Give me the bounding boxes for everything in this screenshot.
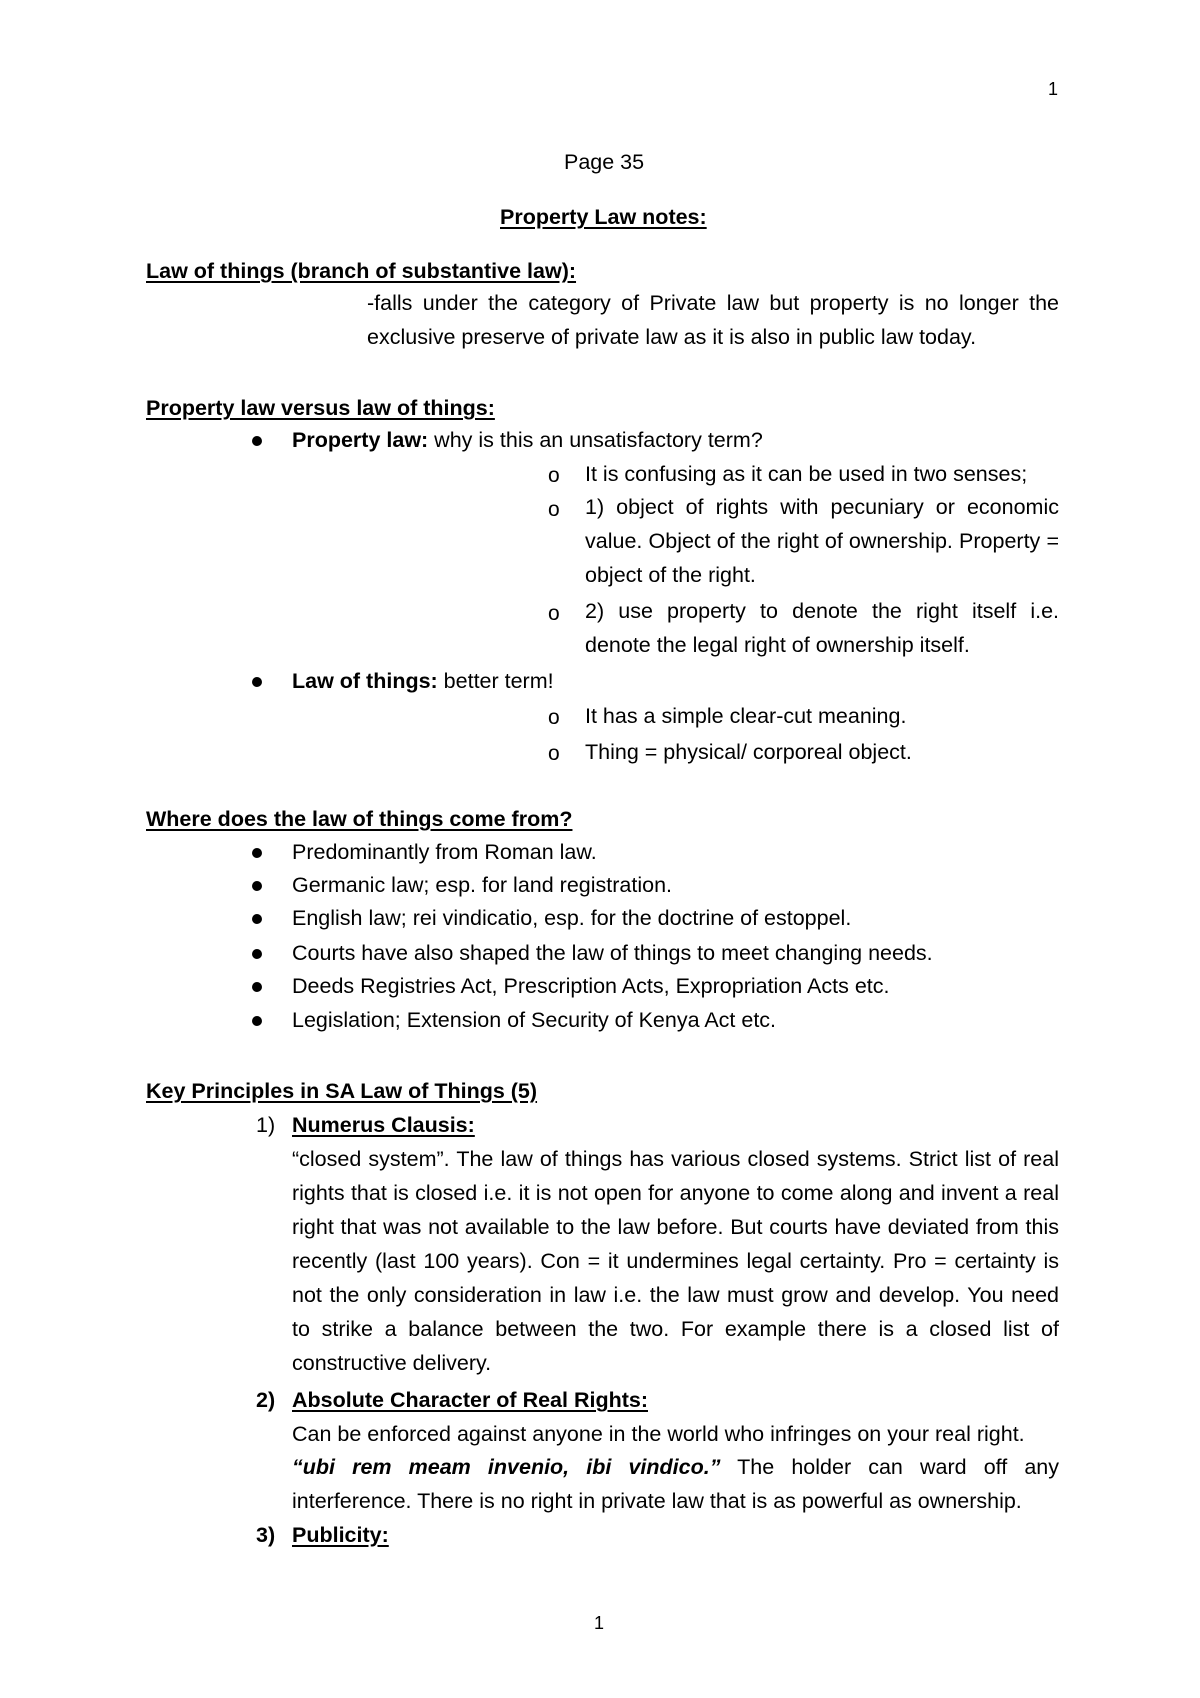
principle-text-absolute-continuation: The holder can ward off any interference. There is no right in private law that is as powerful as ownership. [292, 1455, 1059, 1513]
bullet-icon [252, 436, 262, 446]
bullet-icon [252, 848, 262, 858]
bullet-icon [252, 677, 262, 687]
section-heading-property-vs-things: Property law versus law of things: [146, 396, 495, 420]
origin-item: Deeds Registries Act, Prescription Acts, Expropriation Acts etc. [292, 974, 890, 998]
principle-number: 2) [256, 1388, 276, 1412]
bullet-icon [252, 982, 262, 992]
sub-item-2: 1) object of rights with pecuniary or economic value. Object of the right of ownership. Property = object of the right. [585, 495, 1059, 587]
principle-title-absolute-character: Absolute Character of Real Rights: [292, 1388, 648, 1412]
sub-bullet-icon: o [548, 602, 560, 625]
bullet-law-of-things [292, 671, 554, 693]
bullet-text: better term! [437, 669, 554, 693]
sub-item-5: Thing = physical/ corporeal object. [585, 740, 912, 764]
section-text-law-of-things: -falls under the category of Private law but property is no longer the exclusive preserve of private law as it is also in public law today. [367, 291, 1059, 349]
principle-number: 3) [256, 1523, 276, 1547]
section-heading-key-principles: Key Principles in SA Law of Things (5) [146, 1079, 538, 1103]
principle-number: 1) [256, 1113, 276, 1137]
doc-title: Property Law notes: [500, 205, 707, 229]
bullet-bold-label: Law of things: [292, 669, 438, 693]
origin-item: Legislation; Extension of Security of Kenya Act etc. [292, 1008, 777, 1032]
bullet-property-law [292, 430, 763, 452]
bullet-bold-label: Property law: [292, 428, 429, 452]
sub-item-3: 2) use property to denote the right itself i.e. denote the legal right of ownership itself. [585, 599, 1059, 657]
principle-text-absolute-line1: Can be enforced against anyone in the world who infringes on your real right. [292, 1422, 1025, 1446]
principle-title-numerus-clausis: Numerus Clausis: [292, 1113, 475, 1137]
bullet-icon [252, 1016, 262, 1026]
section-heading-origins: Where does the law of things come from? [146, 807, 573, 831]
footer-page-number: 1 [594, 1613, 605, 1633]
origin-item: Germanic law; esp. for land registration. [292, 873, 672, 897]
principle-title-publicity: Publicity: [292, 1523, 389, 1547]
sub-bullet-icon: o [548, 742, 560, 765]
origin-item: English law; rei vindicatio, esp. for the doctrine of estoppel. [292, 906, 852, 930]
bullet-icon [252, 881, 262, 891]
origin-item: Courts have also shaped the law of things to meet changing needs. [292, 941, 933, 965]
origin-item: Predominantly from Roman law. [292, 840, 597, 864]
page-label: Page 35 [564, 150, 645, 174]
latin-maxim: “ubi rem meam invenio, ibi vindico.” [292, 1455, 721, 1479]
sub-item-4: It has a simple clear-cut meaning. [585, 704, 907, 728]
bullet-icon [252, 914, 262, 924]
bullet-icon [252, 949, 262, 959]
principle-text-numerus-clausis: “closed system”. The law of things has various closed systems. Strict list of real rights that is closed i.e. it is not open for anyone to come along and invent a real right that was not available to the law before. But courts have deviated from this recently (last 100 years). Con = it undermines legal certainty. Pro = certainty is not the only consideration in law i.e. the law must grow and develop. You need to strike a balance between the two. For example there is a closed list of constructive delivery. [292, 1147, 1059, 1375]
sub-bullet-icon: o [548, 464, 560, 487]
principle-text-absolute-rest [292, 1450, 1059, 1518]
sub-bullet-icon: o [548, 706, 560, 729]
sub-bullet-icon: o [548, 498, 560, 521]
sub-item-1: It is confusing as it can be used in two senses; [585, 462, 1028, 486]
bullet-text: why is this an unsatisfactory term? [428, 428, 763, 452]
header-page-number: 1 [1048, 79, 1059, 99]
section-heading-law-of-things: Law of things (branch of substantive law): [146, 259, 577, 283]
